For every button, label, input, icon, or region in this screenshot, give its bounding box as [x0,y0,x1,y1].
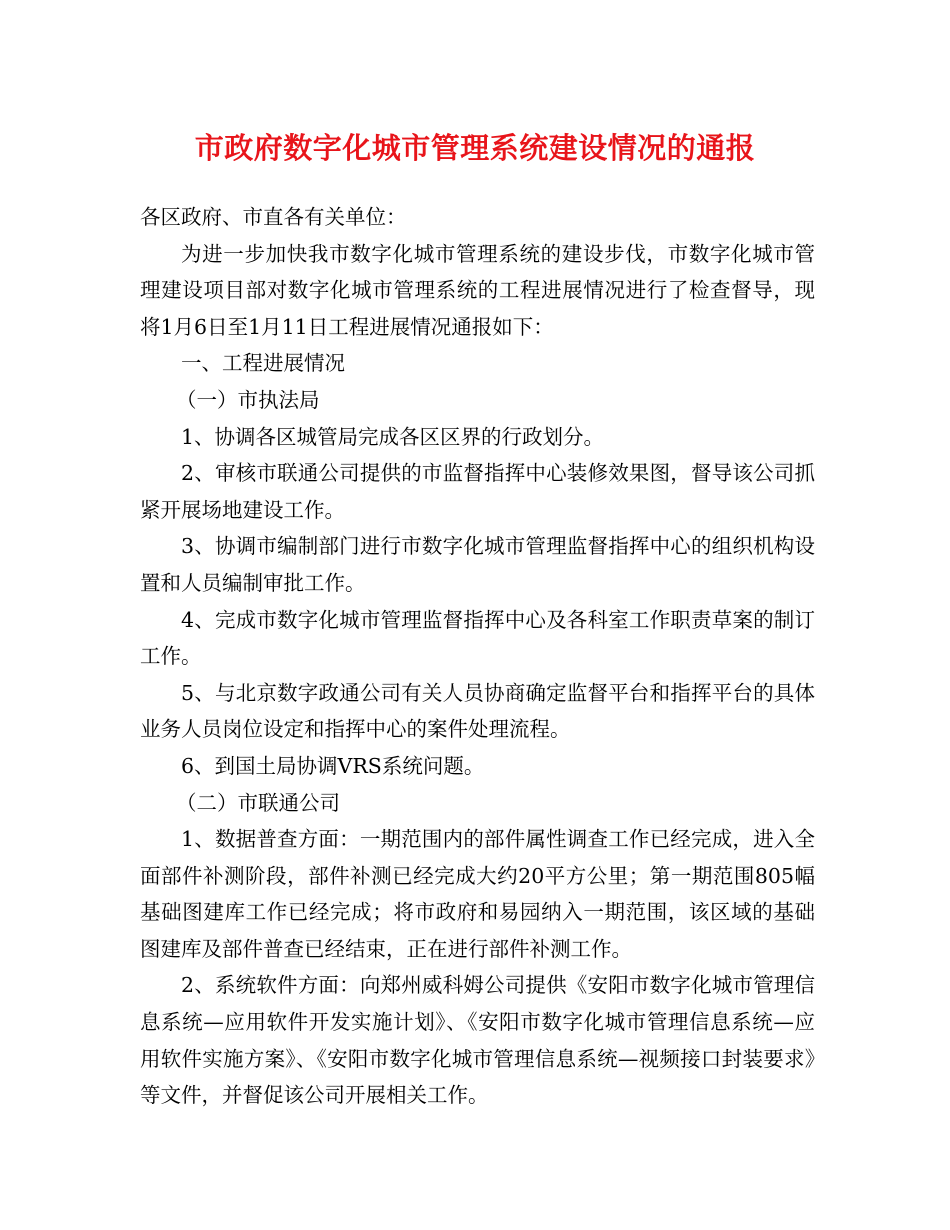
list-item: 3、协调市编制部门进行市数字化城市管理监督指挥中心的组织机构设置和人员编制审批工作。 [140,534,815,595]
intro-paragraph: 为进一步加快我市数字化城市管理系统的建设步伐，市数字化城市管理建设项目部对数字化城市管理系统的工程进展情况进行了检查督导，现将1月6日至1月11日工程进展情况通报如下： [140,241,815,339]
list-item: 5、与北京数字政通公司有关人员协商确定监督平台和指挥平台的具体业务人员岗位设定和指挥中心的案件处理流程。 [140,680,815,742]
list-item: 2、系统软件方面：向郑州威科姆公司提供《安阳市数字化城市管理信息系统—应用软件开发实施计划》、《安阳市数字化城市管理信息系统—应用软件实施方案》、《安阳市数字化城市管理信息系统—视频接口封装要求》等文件，并督促该公司开展相关工作。 [140,973,815,1108]
subsection-heading-enforcement-bureau: （一）市执法局 [176,387,320,412]
document-body [140,199,815,1114]
salutation: 各区政府、市直各有关单位： [140,205,407,229]
list-item: 4、完成市数字化城市管理监督指挥中心及各科室工作职责草案的制订工作。 [140,607,815,669]
list-item: 1、协调各区城管局完成各区区界的行政划分。 [181,424,605,449]
document-title: 市政府数字化城市管理系统建设情况的通报 [194,131,756,165]
list-item: 1、数据普查方面：一期范围内的部件属性调查工作已经完成，进入全面部件补测阶段，部件补测已经完成大约20平方公里；第一期范围805幅基础图建库工作已经完成；将市政府和易园纳入一期范围，该区域的基础图建库及部件普查已经结束，正在进行部件补测工作。 [140,827,815,961]
list-item: 2、审核市联通公司提供的市监督指挥中心装修效果图，督导该公司抓紧开展场地建设工作。 [140,461,815,522]
section-heading-progress: 一、工程进展情况 [181,351,345,376]
subsection-heading-unicom: （二）市联通公司 [176,790,340,815]
list-item: 6、到国土局协调VRS系统问题。 [181,753,485,778]
